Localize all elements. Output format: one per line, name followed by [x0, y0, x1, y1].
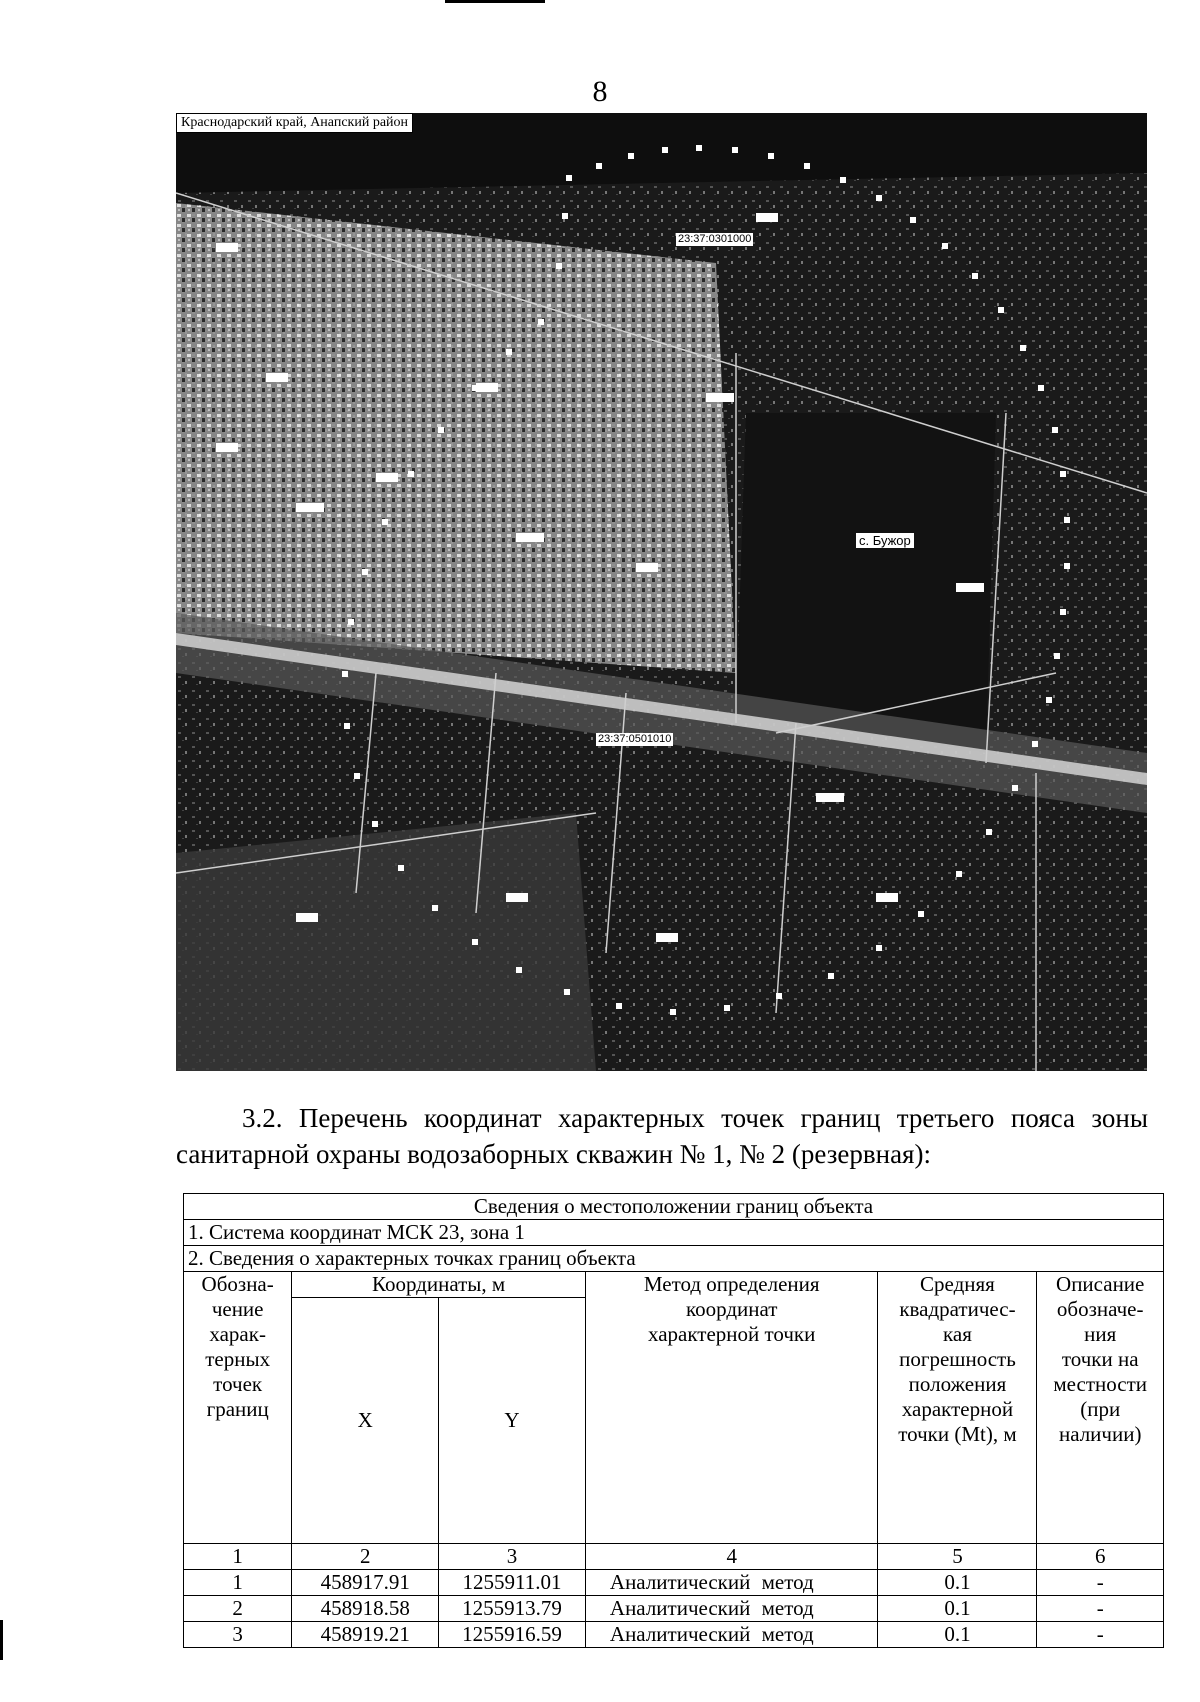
- point-error: 0.1: [878, 1596, 1037, 1622]
- point-error: 0.1: [878, 1622, 1037, 1648]
- point-x: 458918.58: [292, 1596, 439, 1622]
- header-description: Описание обозначе- ния точки на местности (при наличии): [1037, 1272, 1164, 1544]
- point-method: Аналитический метод: [585, 1596, 878, 1622]
- header-error: Средняя квадратичес- кая погрешность положения характерной точки (Mt), м: [878, 1272, 1037, 1544]
- col-number: 6: [1037, 1544, 1164, 1570]
- map-region-label: Краснодарский край, Анапский район: [176, 113, 413, 133]
- point-x: 458917.91: [292, 1570, 439, 1596]
- satellite-map: [176, 113, 1147, 1071]
- header-method: Метод определения координат характерной точки: [585, 1272, 878, 1544]
- points-info-row: 2. Сведения о характерных точках границ объекта: [184, 1246, 1164, 1272]
- point-y: 1255916.59: [439, 1622, 586, 1648]
- point-description: -: [1037, 1596, 1164, 1622]
- point-description: -: [1037, 1622, 1164, 1648]
- cadastral-label: 23:37:0501010: [598, 733, 672, 745]
- point-x: 458919.21: [292, 1622, 439, 1648]
- header-y: Y: [439, 1298, 586, 1544]
- header-coordinates: Координаты, м: [292, 1272, 586, 1298]
- point-method: Аналитический метод: [585, 1622, 878, 1648]
- point-y: 1255913.79: [439, 1596, 586, 1622]
- point-description: -: [1037, 1570, 1164, 1596]
- col-number: 3: [439, 1544, 586, 1570]
- header-x: X: [292, 1298, 439, 1544]
- table-row: [184, 1596, 1164, 1622]
- table-row: [184, 1570, 1164, 1596]
- scan-edge-mark: [0, 1620, 3, 1660]
- map-village-label: с. Бужор: [856, 533, 914, 548]
- coordinate-system-row: 1. Система координат МСК 23, зона 1: [184, 1220, 1164, 1246]
- col-number: 2: [292, 1544, 439, 1570]
- col-number: 1: [184, 1544, 292, 1570]
- section-heading: 3.2. Перечень координат характерных точек границ третьего пояса зоны санитарной охраны водозаборных скважин № 1, № 2 (резервная):: [176, 1103, 1148, 1169]
- column-number-row: [184, 1544, 1164, 1570]
- point-number: 2: [184, 1596, 292, 1622]
- table-title: Сведения о местоположении границ объекта: [184, 1194, 1164, 1220]
- point-error: 0.1: [878, 1570, 1037, 1596]
- col-number: 5: [878, 1544, 1037, 1570]
- map-imagery: [176, 113, 1147, 1071]
- col-number: 4: [585, 1544, 878, 1570]
- page-number: 8: [592, 75, 608, 108]
- point-number: 1: [184, 1570, 292, 1596]
- point-number: 3: [184, 1622, 292, 1648]
- scan-top-mark: [445, 0, 545, 3]
- point-y: 1255911.01: [439, 1570, 586, 1596]
- boundary-points-table: [183, 1193, 1164, 1648]
- cadastral-label: 23:37:0301000: [678, 233, 752, 245]
- table-row: [184, 1622, 1164, 1648]
- header-designation: Обозна- чение харак- терных точек границ: [184, 1272, 292, 1544]
- point-method: Аналитический метод: [585, 1570, 878, 1596]
